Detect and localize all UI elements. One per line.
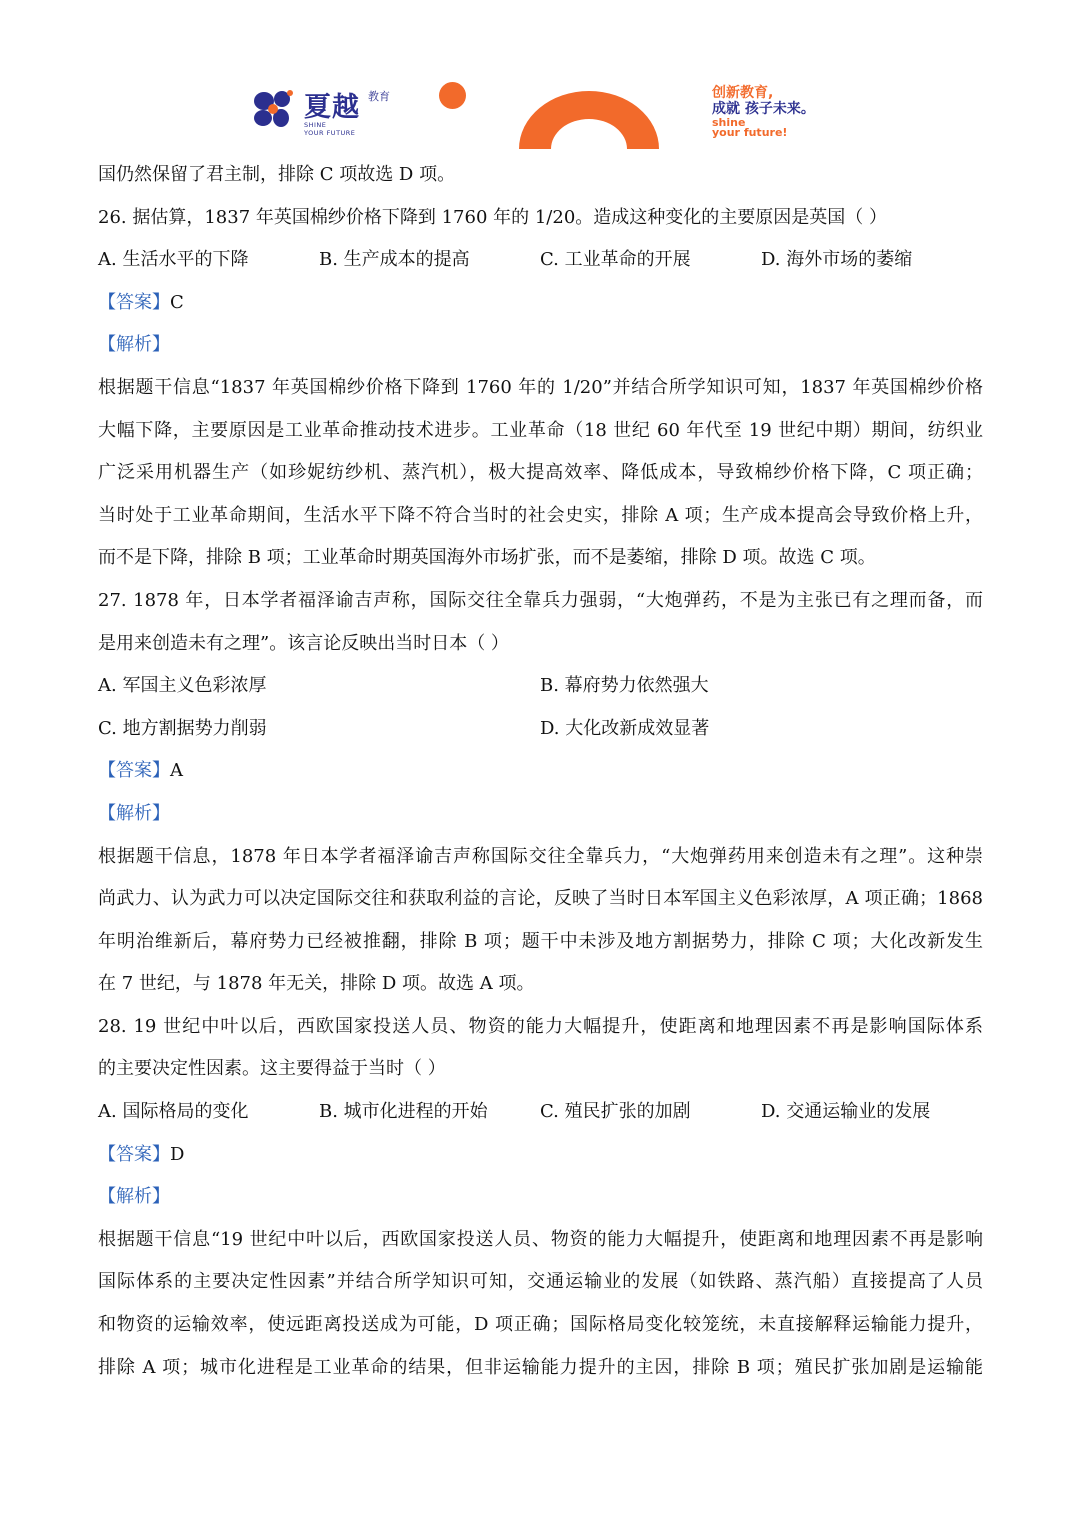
option-a: A. 国际格局的变化 — [98, 1101, 249, 1123]
question-27-options — [98, 708, 983, 751]
question-28-analysis-heading — [98, 1176, 983, 1219]
explanation-line: 尚武力、认为武力可以决定国际交往和获取利益的言论，反映了当时日本军国主义色彩浓厚，A 项正确；1868 — [98, 888, 983, 910]
answer-label: 【答案】 — [98, 291, 170, 313]
question-26-options — [98, 239, 983, 282]
explanation-line: 根据题干信息，1878 年日本学者福泽谕吉声称国际交往全靠兵力，“大炮弹药用来创造未有之理”。这种崇 — [98, 845, 983, 867]
question-28-stem: 28. 19 世纪中叶以后，西欧国家投送人员、物资的能力大幅提升，使距离和地理因素不再是影响国际体系 — [98, 1015, 983, 1037]
orange-dot-decoration — [439, 82, 466, 109]
option-d: D. 大化改新成效显著 — [540, 717, 710, 739]
answer-value: A — [170, 760, 183, 782]
explanation-line: 当时处于工业革命期间，生活水平下降不符合当时的社会史实，排除 A 项；生产成本提高会导致价格上升， — [98, 504, 983, 526]
document-body — [98, 154, 983, 1389]
explanation-line: 根据题干信息“1837 年英国棉纱价格下降到 1760 年的 1/20”并结合所学知识可知，1837 年英国棉纱价格 — [98, 376, 983, 398]
explanation-line: 年明治维新后，幕府势力已经被推翻，排除 B 项；题干中未涉及地方割据势力，排除 C 项；大化改新发生 — [98, 930, 983, 952]
question-27-analysis-heading — [98, 793, 983, 836]
analysis-label: 【解析】 — [98, 334, 170, 356]
answer-label: 【答案】 — [98, 760, 170, 782]
question-27-stem: 27. 1878 年，日本学者福泽谕吉声称，国际交往全靠兵力强弱，“大炮弹药，不是为主张已有之理而备，而 — [98, 589, 983, 611]
question-27-stem: 是用来创造未有之理”。该言论反映出当时日本（ ） — [98, 632, 509, 654]
answer-value: C — [170, 291, 184, 313]
option-a: A. 生活水平的下降 — [98, 249, 249, 271]
brand-logo — [252, 85, 402, 141]
brand-suffix: 教育 — [368, 90, 390, 103]
option-b: B. 幕府势力依然强大 — [540, 675, 709, 697]
brand-slogan: 创新教育, 成就 孩子未来。 shine your future! — [712, 85, 815, 139]
brand-name: 夏越 — [304, 92, 360, 123]
question-27-answer — [98, 750, 983, 793]
text-line: 国仍然保留了君主制，排除 C 项故选 D 项。 — [98, 164, 456, 185]
question-28-options — [98, 1091, 983, 1134]
option-b: B. 生产成本的提高 — [319, 249, 470, 271]
option-d: D. 交通运输业的发展 — [761, 1101, 931, 1123]
option-c: C. 殖民扩张的加剧 — [540, 1101, 691, 1123]
explanation-line: 广泛采用机器生产（如珍妮纺纱机、蒸汽机），极大提高效率、降低成本，导致棉纱价格下降，C 项正确； — [98, 462, 983, 484]
explanation-line: 在 7 世纪，与 1878 年无关，排除 D 项。故选 A 项。 — [98, 973, 535, 995]
question-26-answer — [98, 282, 983, 325]
page-header — [0, 75, 1080, 155]
brand-english: SHINE YOUR FUTURE — [304, 121, 356, 137]
explanation-line: 大幅下降，主要原因是工业革命推动技术进步。工业革命（18 世纪 60 年代至 19 世纪中期）期间，纺织业 — [98, 419, 983, 441]
option-b: B. 城市化进程的开始 — [319, 1101, 488, 1123]
orange-arch-decoration — [519, 89, 659, 149]
question-28-stem: 的主要决定性因素。这主要得益于当时（ ） — [98, 1058, 446, 1080]
explanation-line: 根据题干信息“19 世纪中叶以后，西欧国家投送人员、物资的能力大幅提升，使距离和地理因素不再是影响 — [98, 1228, 983, 1250]
question-26-stem: 26. 据估算，1837 年英国棉纱价格下降到 1760 年的 1/20。造成这种变化的主要原因是英国（ ） — [98, 206, 887, 228]
option-c: C. 工业革命的开展 — [540, 249, 691, 271]
explanation-line: 而不是下降，排除 B 项；工业革命时期英国海外市场扩张，而不是萎缩，排除 D 项。故选 C 项。 — [98, 547, 876, 569]
explanation-line: 国际体系的主要决定性因素”并结合所学知识可知，交通运输业的发展（如铁路、蒸汽船）直接提高了人员 — [98, 1271, 983, 1293]
explanation-line: 和物资的运输效率，使远距离投送成为可能，D 项正确；国际格局变化较笼统，未直接解释运输能力提升， — [98, 1314, 983, 1336]
option-c: C. 地方割据势力削弱 — [98, 717, 267, 739]
question-28-answer — [98, 1134, 983, 1177]
question-26-analysis-heading — [98, 324, 983, 367]
option-a: A. 军国主义色彩浓厚 — [98, 675, 267, 697]
analysis-label: 【解析】 — [98, 802, 170, 824]
butterfly-logo-icon — [252, 87, 296, 131]
answer-value: D — [170, 1143, 185, 1165]
explanation-line: 排除 A 项；城市化进程是工业革命的结果，但非运输能力提升的主因，排除 B 项；殖民扩张加剧是运输能 — [98, 1356, 983, 1378]
option-d: D. 海外市场的萎缩 — [761, 249, 913, 271]
analysis-label: 【解析】 — [98, 1186, 170, 1208]
question-27-options — [98, 665, 983, 708]
answer-label: 【答案】 — [98, 1143, 170, 1165]
